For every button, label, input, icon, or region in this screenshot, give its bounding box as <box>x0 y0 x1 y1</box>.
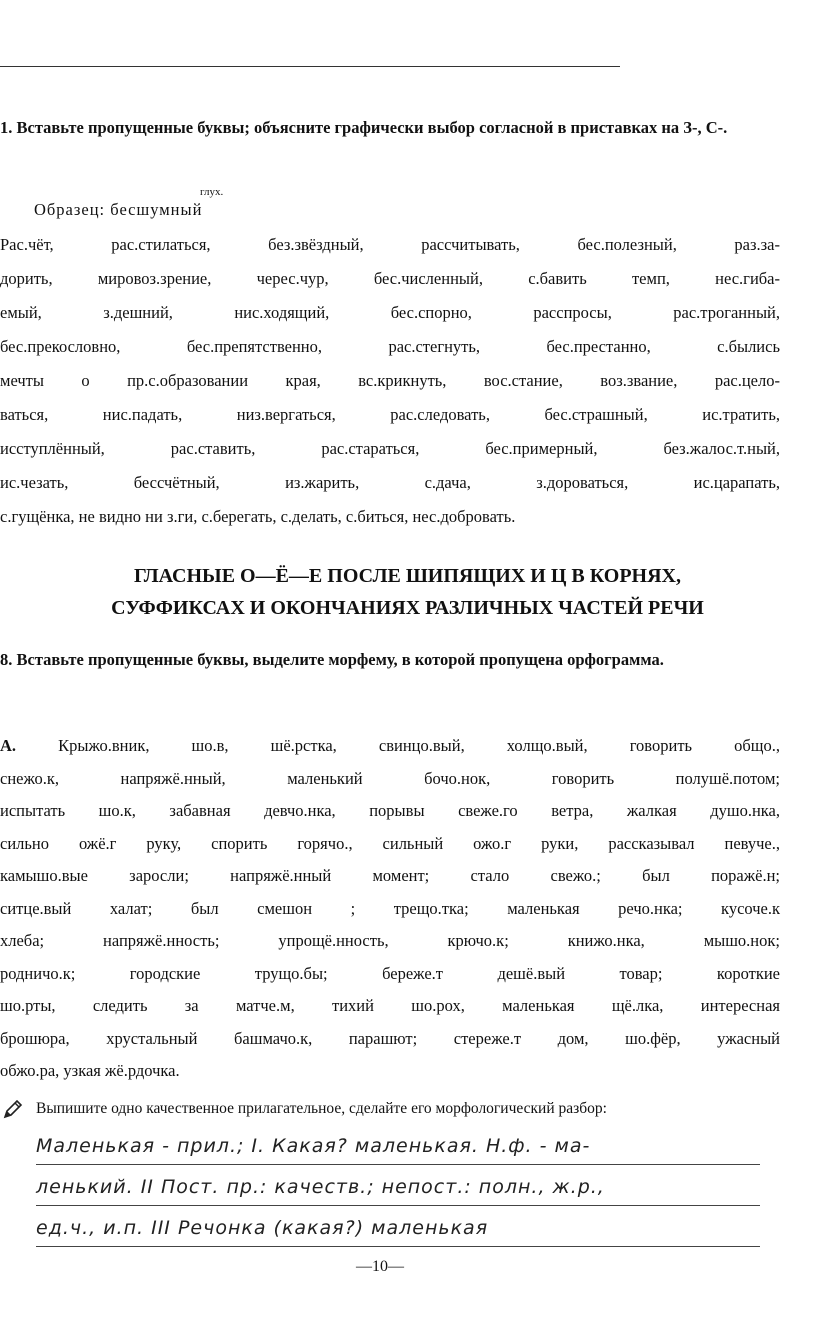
exercise-a-line: ситце.вый халат; был смешон ; трещо.тка; маленькая речо.нка; кусоче.к <box>0 898 780 918</box>
exercise-a-line: камышо.вые заросли; напряжё.нный момент; стало свежо.; был поражё.н; <box>0 866 780 885</box>
exercise-a-line: шо.рты, следить за матче.м, тихий шо.рох, маленькая щё.лка, интересная <box>0 996 780 1015</box>
exercise-line: бес.прекословно, бес.препятственно, рас.стегнуть, бес.престанно, с.былись <box>0 337 780 356</box>
exercise-line: Рас.чёт, рас.стилаться, без.звёздный, рассчитывать, бес.полезный, раз.за- <box>0 235 780 254</box>
homework-instruction: Выпишите одно качественное прилагательное, сделайте его морфологический разбор: <box>36 1100 607 1117</box>
exercise-line: ваться, нис.падать, низ.вергаться, рас.следовать, бес.страшный, ис.тратить, <box>0 405 780 424</box>
pencil-icon <box>2 1098 24 1120</box>
exercise-a-label: А. <box>0 736 17 755</box>
section-heading <box>0 560 815 624</box>
exercise-line: емый, з.дешний, нис.ходящий, бес.спорно, расспросы, рас.троганный, <box>0 303 780 322</box>
exercise-a-line: снежо.к, напряжё.нный, маленький бочо.нок, говорить полушё.потом; <box>0 768 780 788</box>
exercise-a-line: обжо.ра, узкая жё.рдочка. <box>0 1061 180 1080</box>
exercise-a-text <box>0 730 780 1088</box>
exercise-a-line: родничо.к; городские трущо.бы; береже.т дешё.вый товар; короткие <box>0 963 780 983</box>
exercise-a-line: испытать шо.к, забавная девчо.нка, порывы свеже.го ветра, жалкая душо.нка, <box>0 801 780 820</box>
sample-label: Образец: <box>34 200 106 219</box>
exercise-a-line: сильно ожё.г руку, спорить горячо., сильный ожо.г руки, рассказывал певуче., <box>0 833 780 853</box>
handwritten-answer <box>36 1128 760 1247</box>
task-8-instruction: 8. Вставьте пропущенные буквы, выделите морфему, в которой пропущена орфограмма. <box>0 650 664 669</box>
section-heading-line-1: ГЛАСНЫЕ О—Ё—Е ПОСЛЕ ШИПЯЩИХ И Ц В КОРНЯХ, <box>134 565 681 587</box>
exercise-a-line: хлеба; напряжё.нность; упрощё.нность, крючо.к; книжо.нка, мышо.нок; <box>0 931 780 950</box>
exercise-line: дорить, мировоз.зрение, черес.чур, бес.численный, с.бавить темп, нес.гиба- <box>0 269 780 288</box>
sample-line <box>34 186 224 220</box>
exercise-line: мечты о пр.с.образовании края, вс.крикнуть, вос.стание, воз.звание, рас.цело- <box>0 371 780 390</box>
answer-line: Маленькая - прил.; I. Какая? маленькая. Н.ф. - ма- <box>36 1128 760 1165</box>
exercise-a-line: брошюра, хрустальный башмачо.к, парашют; стереже.т дом, шо.фёр, ужасный <box>0 1028 780 1048</box>
top-rule <box>0 66 620 67</box>
sample-note: глух. <box>200 186 224 198</box>
exercise-line: исступлённый, рас.ставить, рас.стараться, бес.примерный, без.жалос.т.ный, <box>0 439 780 458</box>
exercise-1-text <box>0 228 780 534</box>
exercise-a-line <box>0 730 780 763</box>
exercise-a-line-text: Крыжо.вник, шо.в, шё.рстка, свинцо.вый, холщо.вый, говорить общо., <box>58 736 781 755</box>
sample-word: бесшумный <box>110 200 203 219</box>
exercise-line: ис.чезать, бессчётный, из.жарить, с.дача, з.дороваться, ис.царапать, <box>0 473 780 492</box>
answer-line: ленький. II Пост. пр.: качеств.; непост.: полн., ж.р., <box>36 1169 760 1206</box>
task-1-instruction: 1. Вставьте пропущенные буквы; объясните графически выбор согласной в приставках на З-, С-. <box>0 118 728 137</box>
answer-line: ед.ч., и.п. III Речонка (какая?) маленькая <box>36 1210 760 1247</box>
exercise-line: с.гущёнка, не видно ни з.ги, с.берегать, с.делать, с.биться, нес.добровать. <box>0 507 516 526</box>
section-heading-line-2: СУФФИКСАХ И ОКОНЧАНИЯХ РАЗЛИЧНЫХ ЧАСТЕЙ РЕЧИ <box>111 597 704 619</box>
page-number: —10— <box>356 1258 404 1275</box>
